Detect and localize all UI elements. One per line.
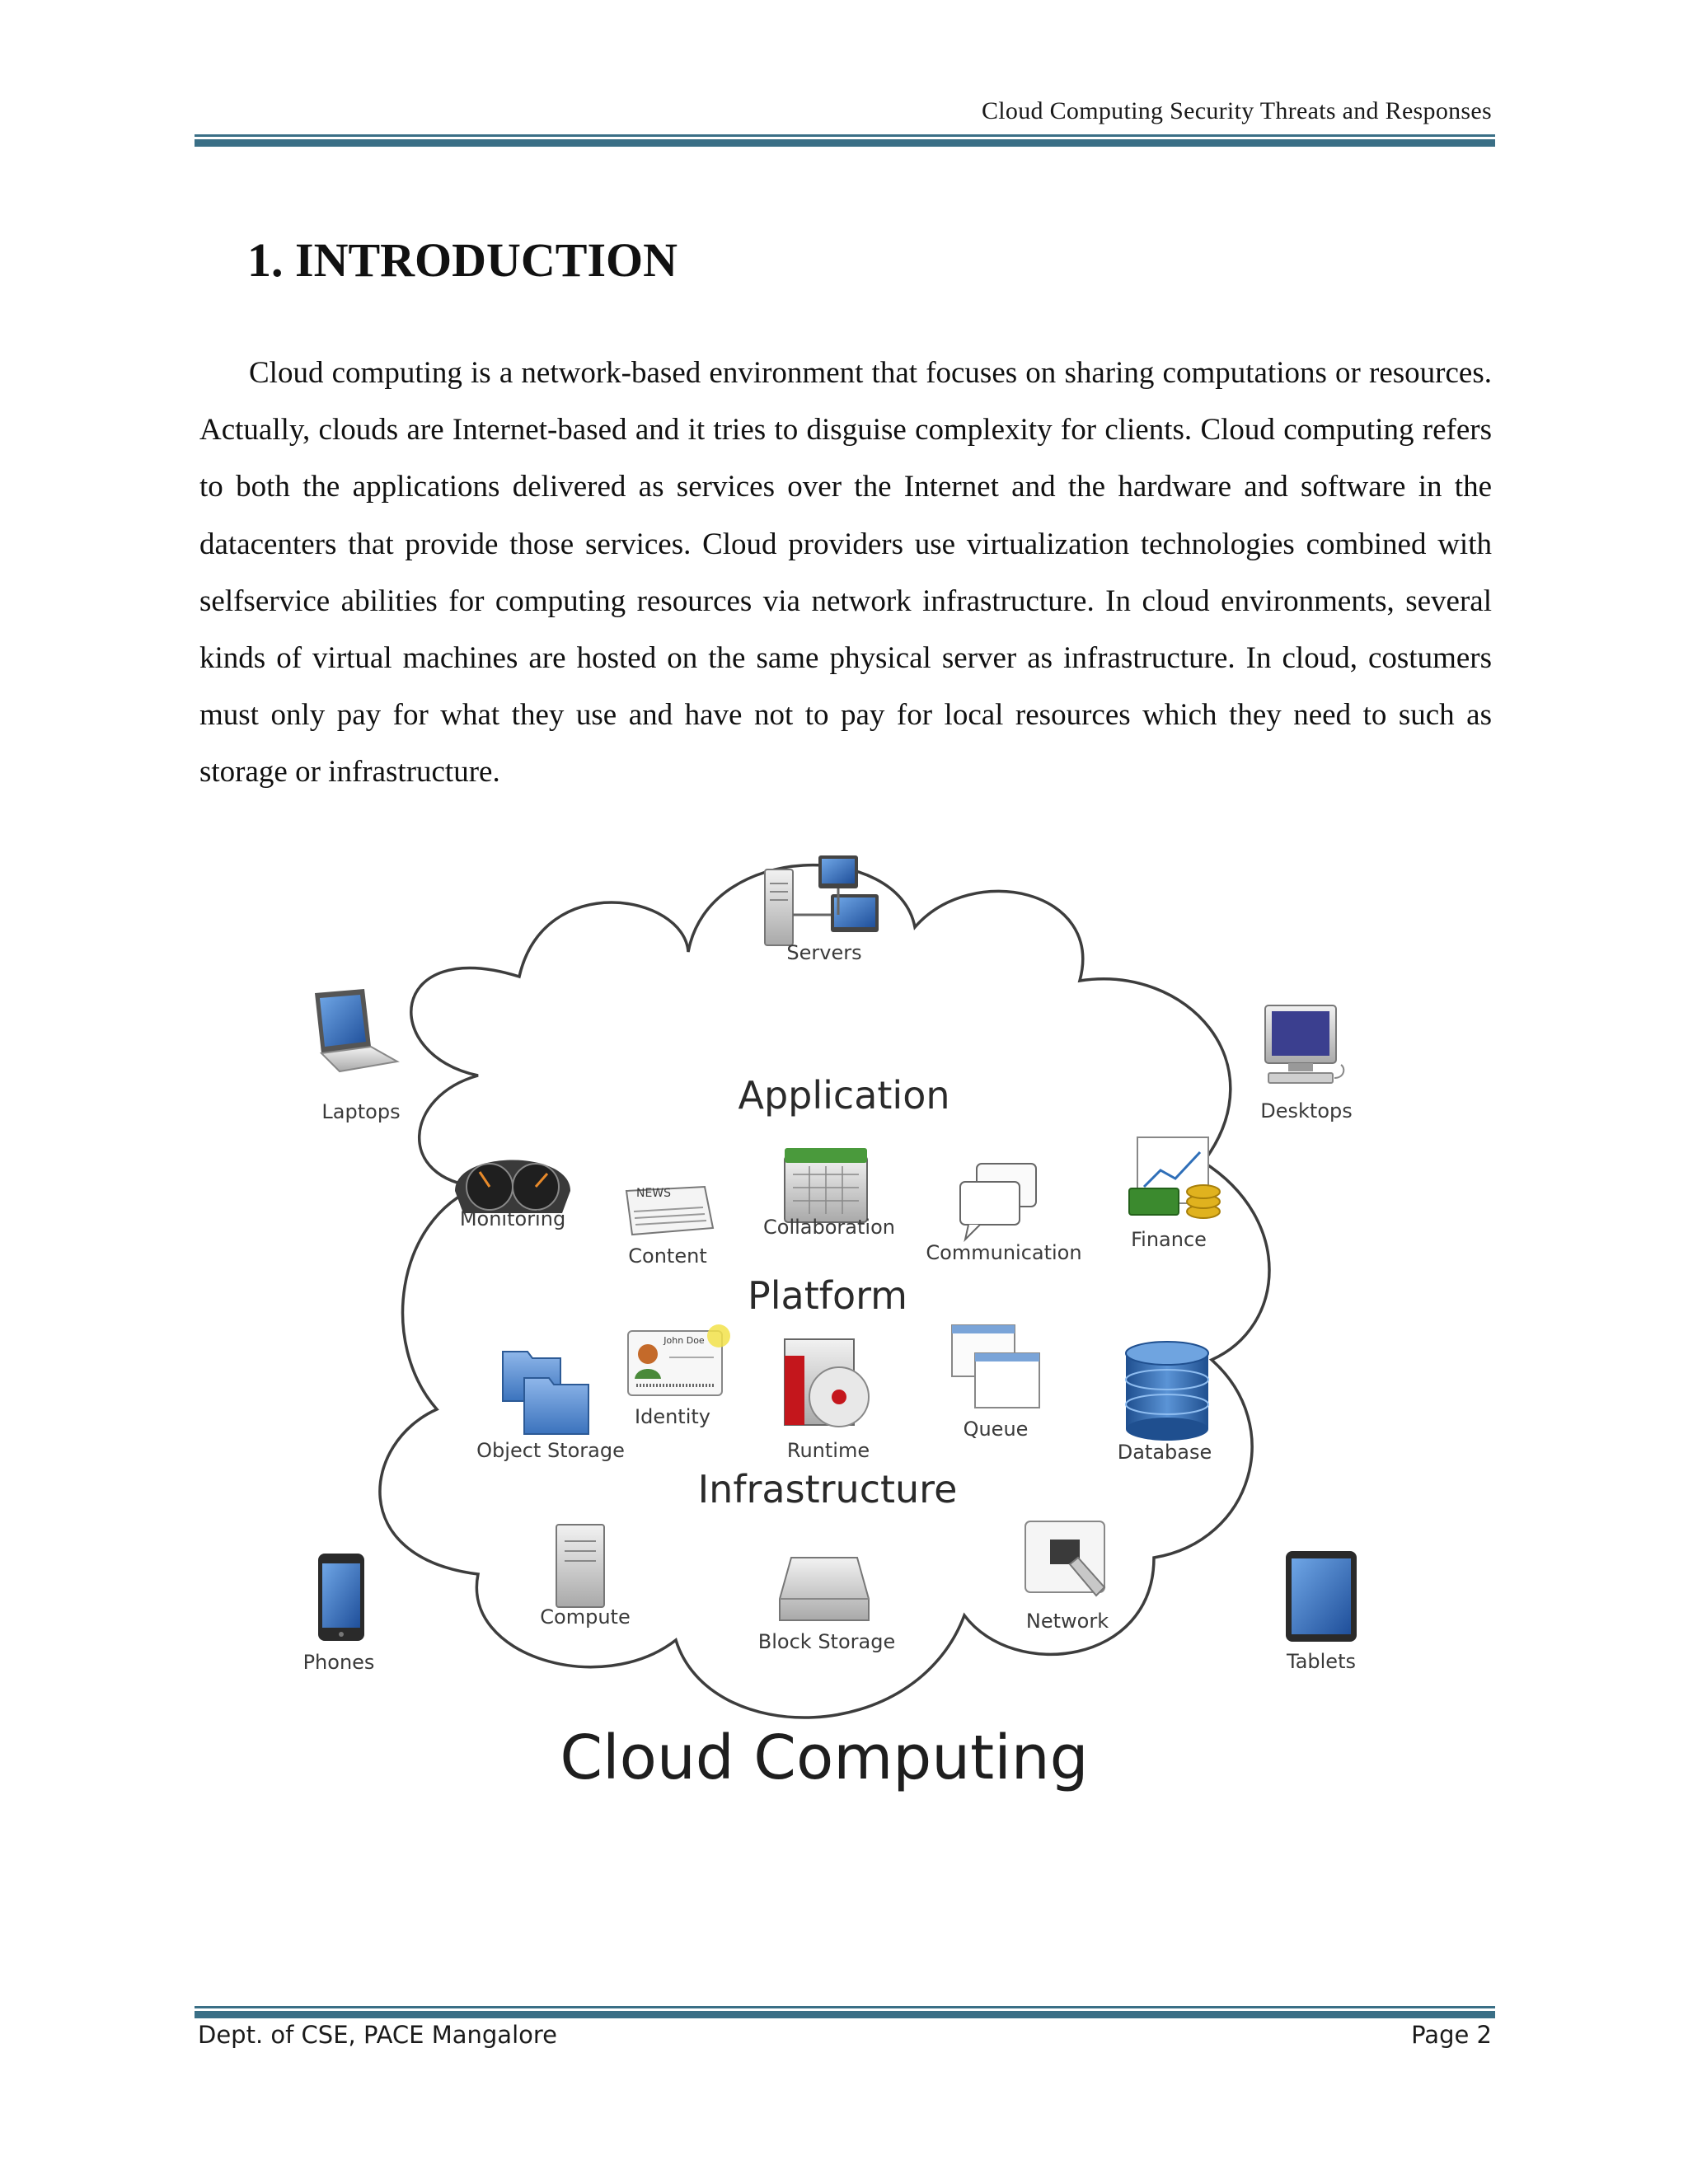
- finance-icon: [1129, 1137, 1220, 1218]
- footer-rule: [195, 2006, 1495, 2018]
- layer-application: Application: [738, 1073, 950, 1118]
- footer-page-number: Page 2: [1411, 2021, 1492, 2049]
- label-object-storage: Object Storage: [476, 1439, 625, 1462]
- desktops-icon: [1265, 1005, 1343, 1083]
- label-communication: Communication: [926, 1241, 1082, 1264]
- block-storage-icon: [780, 1558, 869, 1620]
- label-finance: Finance: [1131, 1228, 1207, 1251]
- label-desktops: Desktops: [1260, 1099, 1353, 1122]
- label-collaboration: Collaboration: [763, 1216, 895, 1239]
- label-content: Content: [628, 1244, 707, 1268]
- figure-title: Cloud Computing: [560, 1722, 1089, 1793]
- database-icon: [1126, 1342, 1208, 1441]
- label-queue: Queue: [963, 1418, 1029, 1441]
- collaboration-icon: [785, 1148, 867, 1222]
- label-identity: Identity: [635, 1405, 710, 1428]
- label-tablets: Tablets: [1287, 1650, 1356, 1673]
- footer-department: Dept. of CSE, PACE Mangalore: [198, 2021, 558, 2049]
- label-monitoring: Monitoring: [459, 1207, 566, 1230]
- label-runtime: Runtime: [786, 1439, 870, 1462]
- label-servers: Servers: [786, 941, 862, 964]
- intro-paragraph: Cloud computing is a network-based environment that focuses on sharing computations or resources. Actually, clouds are Internet-based and it tries to disguise complexity for clients. Cloud computing refers to both the applications delivered as services over the Internet and the hardware and software in the datacenters that provide those services. Cloud providers use virtualization technologies combined with selfservice abilities for computing resources via network infrastructure. In cloud environments, several kinds of virtual machines are hosted on the same physical server as infrastructure. In cloud, costumers must only pay for what they use and have not to pay for local resources which they need to such as storage or infrastructure.: [199, 356, 1492, 790]
- label-database: Database: [1117, 1441, 1212, 1464]
- content-icon-text: NEWS: [635, 1187, 672, 1200]
- label-laptops: Laptops: [321, 1100, 401, 1123]
- running-header: Cloud Computing Security Threats and Responses: [981, 97, 1492, 124]
- tablets-icon: [1286, 1551, 1357, 1642]
- compute-icon: [556, 1525, 604, 1607]
- cloud-computing-diagram: [247, 832, 1451, 1846]
- header-rule: [195, 134, 1495, 147]
- layer-platform: Platform: [748, 1273, 907, 1318]
- layer-infrastructure: Infrastructure: [697, 1467, 958, 1511]
- diagram-graphics: [247, 832, 1451, 1846]
- section-title: 1. INTRODUCTION: [247, 233, 678, 287]
- label-phones: Phones: [302, 1651, 375, 1674]
- network-icon: [1025, 1521, 1104, 1596]
- identity-card-name: John Doe: [663, 1335, 705, 1346]
- label-compute: Compute: [540, 1605, 631, 1629]
- label-block-storage: Block Storage: [757, 1630, 896, 1653]
- phones-icon: [318, 1554, 364, 1641]
- laptops-icon: [315, 989, 397, 1071]
- label-network: Network: [1025, 1610, 1109, 1633]
